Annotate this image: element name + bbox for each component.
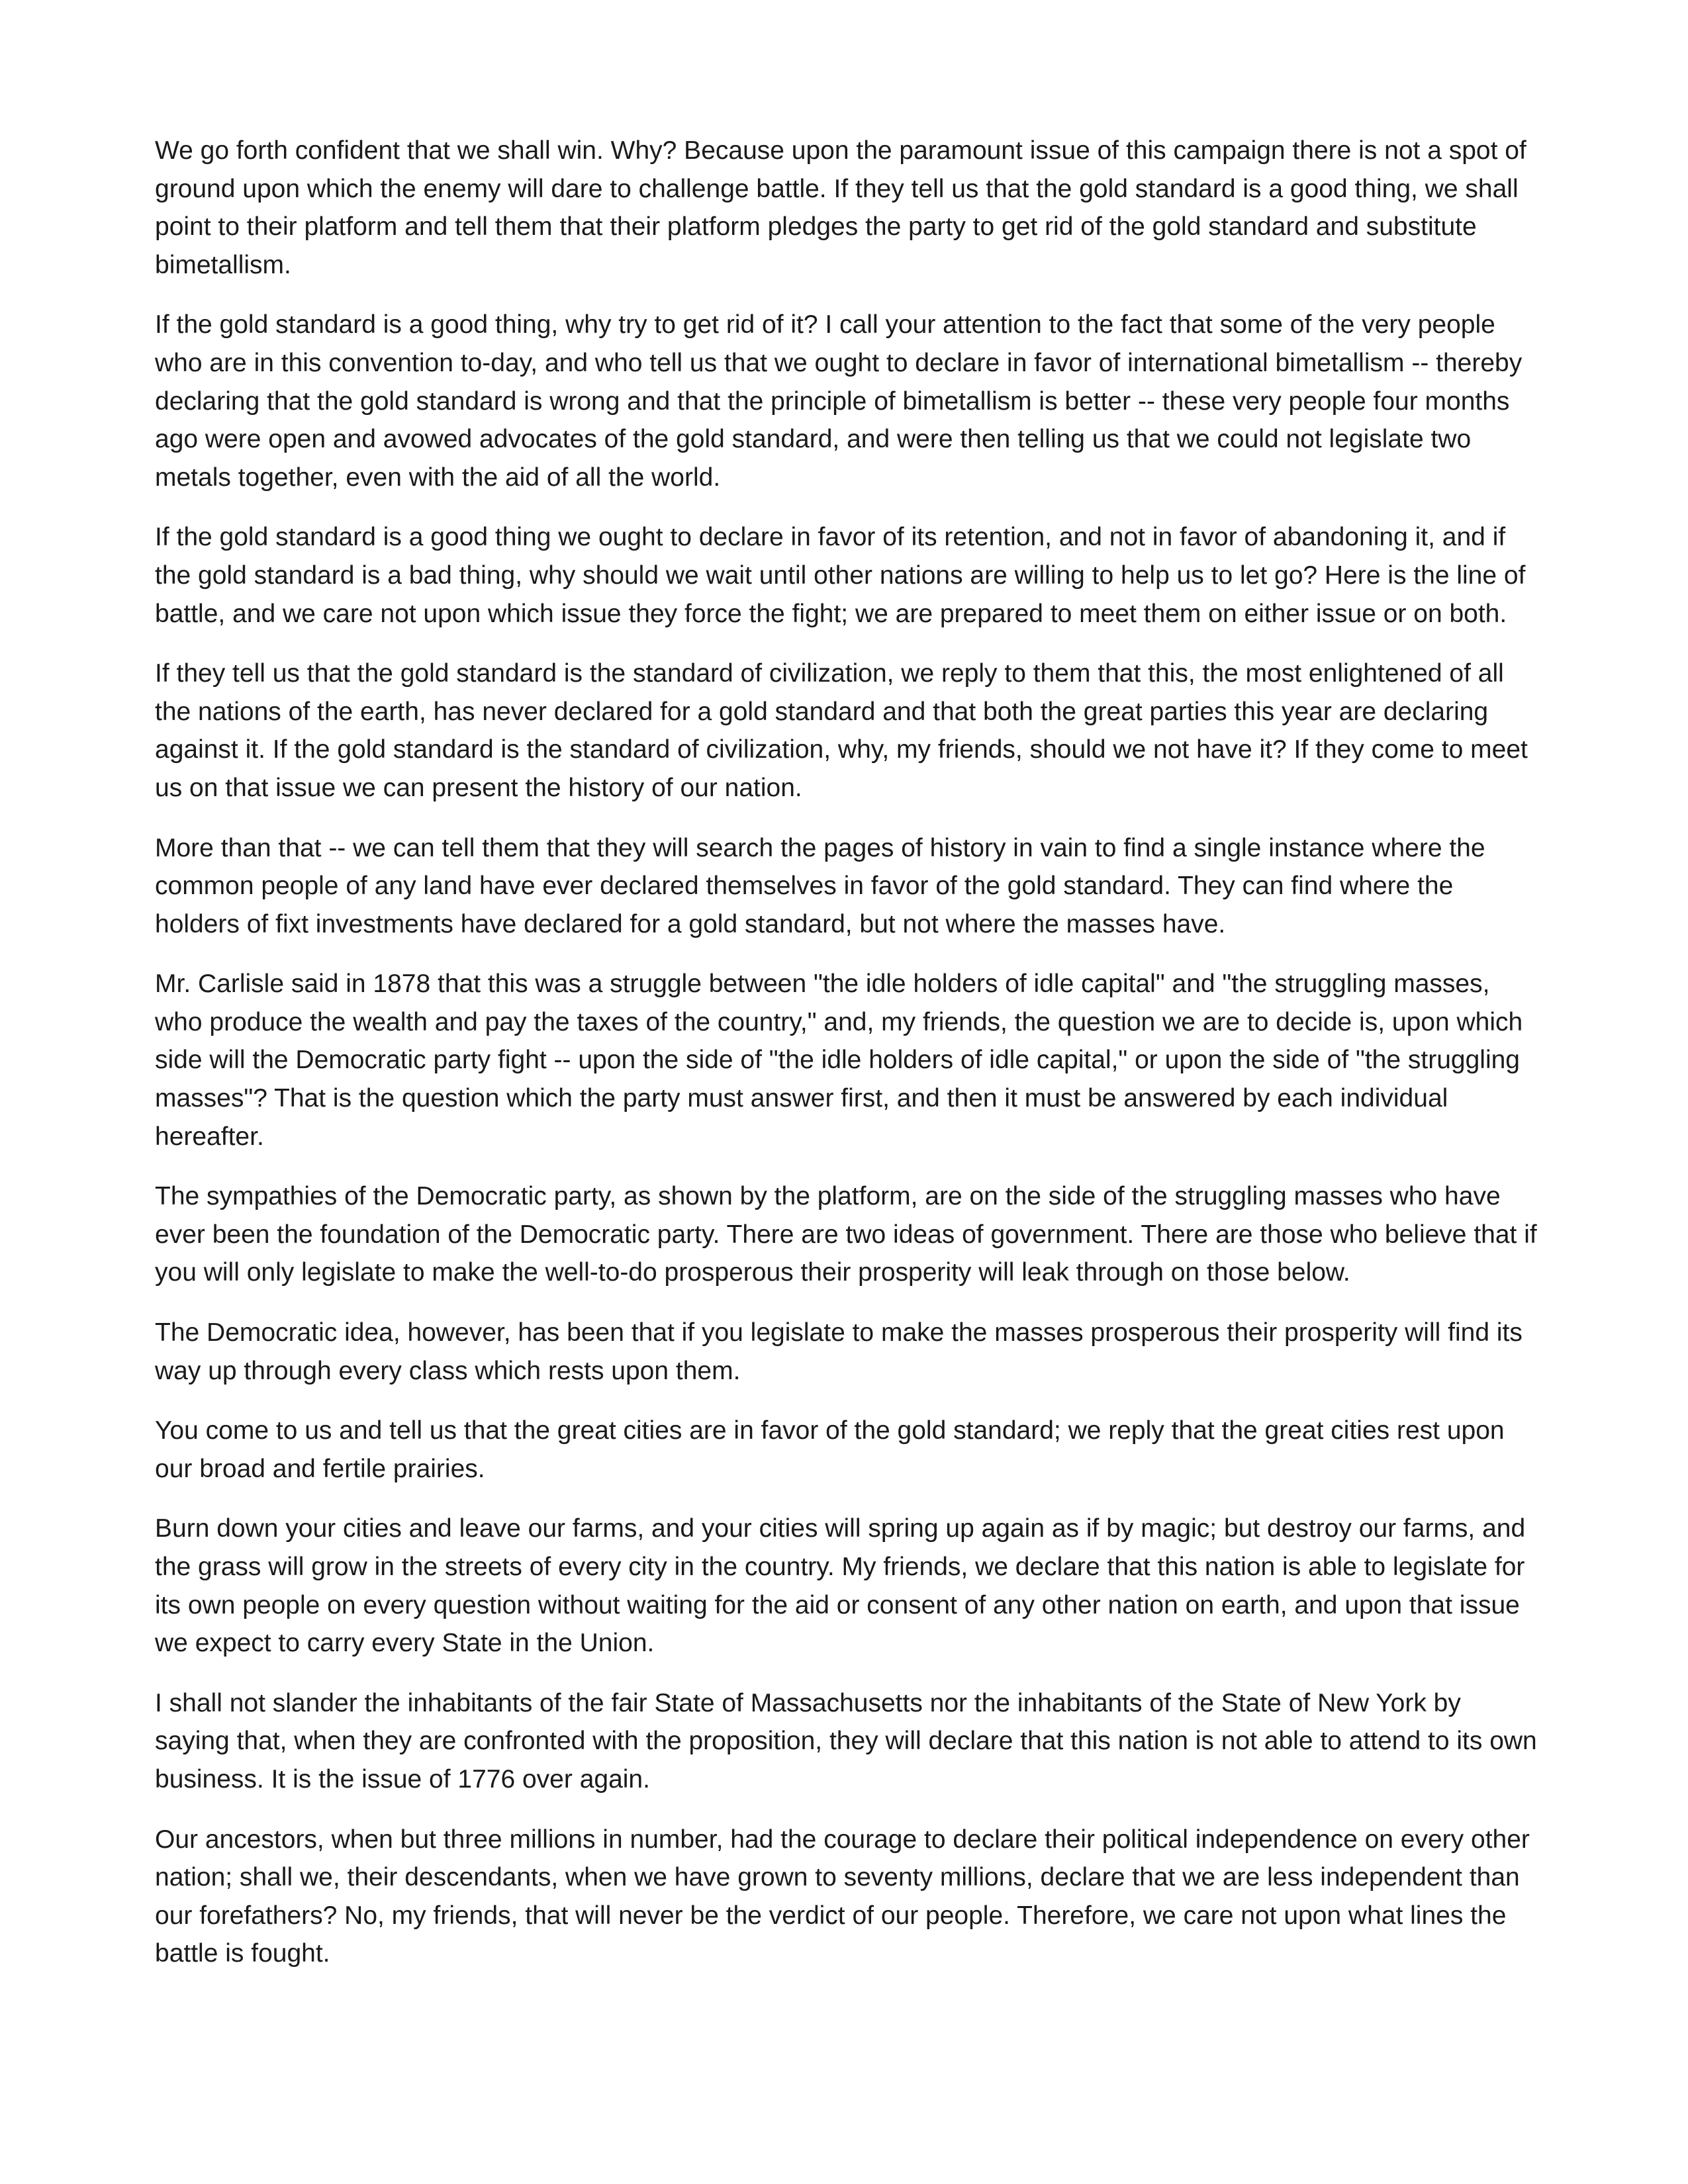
paragraph: Mr. Carlisle said in 1878 that this was a struggle between "the idle holders of idle capital" and "the struggling masses, who produce the wealth and pay the taxes of the country," and, my friends, the question we are to decide is, upon which side will the Democratic party fight -- upon the side of "the idle holders of idle capital," or upon the side of "the struggling masses"? That is the question which the party must answer first, and then it must be answered by each individual hereafter. bbox=[155, 970, 1523, 1151]
paragraph: We go forth confident that we shall win. Why? Because upon the paramount issue of this campaign there is not a spot of ground upon which the enemy will dare to challenge battle. If they tell us that the gold standard is a good thing, we shall point to their platform and tell them that their platform pledges the party to get rid of the gold standard and substitute bimetallism. bbox=[155, 136, 1526, 279]
paragraph: You come to us and tell us that the great cities are in favor of the gold standard; we reply that the great cities rest upon our broad and fertile prairies. bbox=[155, 1416, 1505, 1483]
paragraph: The sympathies of the Democratic party, as shown by the platform, are on the side of the struggling masses who have ever been the foundation of the Democratic party. There are two ideas of government. There are those who believe that if you will only legislate to make the well-to-do prosperous their prosperity will leak through on those below. bbox=[155, 1182, 1537, 1287]
paragraph: If they tell us that the gold standard is the standard of civilization, we reply to them that this, the most enlightened of all the nations of the earth, has never declared for a gold standard and that both the great parties this year are declaring against it. If the gold standard is the standard of civilization, why, my friends, should we not have it? If they come to meet us on that issue we can present the history of our nation. bbox=[155, 659, 1528, 802]
paragraph: If the gold standard is a good thing, why try to get rid of it? I call your attention to the fact that some of the very people who are in this convention to-day, and who tell us that we ought to declare in favor of international bimetallism -- thereby declaring that the gold standard is wrong and that the principle of bimetallism is better -- these very people four months ago were open and avowed advocates of the gold standard, and were then telling us that we could not legislate two metals together, even with the aid of all the world. bbox=[155, 310, 1523, 492]
paragraph: I shall not slander the inhabitants of the fair State of Massachusetts nor the inhabitants of the State of New York by saying that, when they are confronted with the proposition, they will declare that this nation is not able to attend to its own business. It is the issue of 1776 over again. bbox=[155, 1688, 1537, 1794]
paragraph: Our ancestors, when but three millions in number, had the courage to declare their political independence on every other nation; shall we, their descendants, when we have grown to seventy millions, declare that we are less independent than our forefathers? No, my friends, that will never be the verdict of our people. Therefore, we care not upon what lines the battle is fought. bbox=[155, 1825, 1530, 1968]
paragraph: If the gold standard is a good thing we ought to declare in favor of its retention, and not in favor of abandoning it, and if the gold standard is a bad thing, why should we wait until other nations are willing to help us to let go? Here is the line of battle, and we care not upon which issue they force the fight; we are prepared to meet them on either issue or on both. bbox=[155, 523, 1526, 628]
document-body bbox=[155, 132, 1538, 1995]
paragraph: Burn down your cities and leave our farms, and your cities will spring up again as if by magic; but destroy our farms, and the grass will grow in the streets of every city in the country. My friends, we declare that this nation is able to legislate for its own people on every question without waiting for the aid or consent of any other nation on earth, and upon that issue we expect to carry every State in the Union. bbox=[155, 1514, 1526, 1658]
paragraph: The Democratic idea, however, has been that if you legislate to make the masses prosperous their prosperity will find its way up through every class which rests upon them. bbox=[155, 1318, 1523, 1385]
paragraph: More than that -- we can tell them that they will search the pages of history in vain to find a single instance where the common people of any land have ever declared themselves in favor of the gold standard. They can find where the holders of fixt investments have declared for a gold standard, but not where the masses have. bbox=[155, 833, 1485, 938]
